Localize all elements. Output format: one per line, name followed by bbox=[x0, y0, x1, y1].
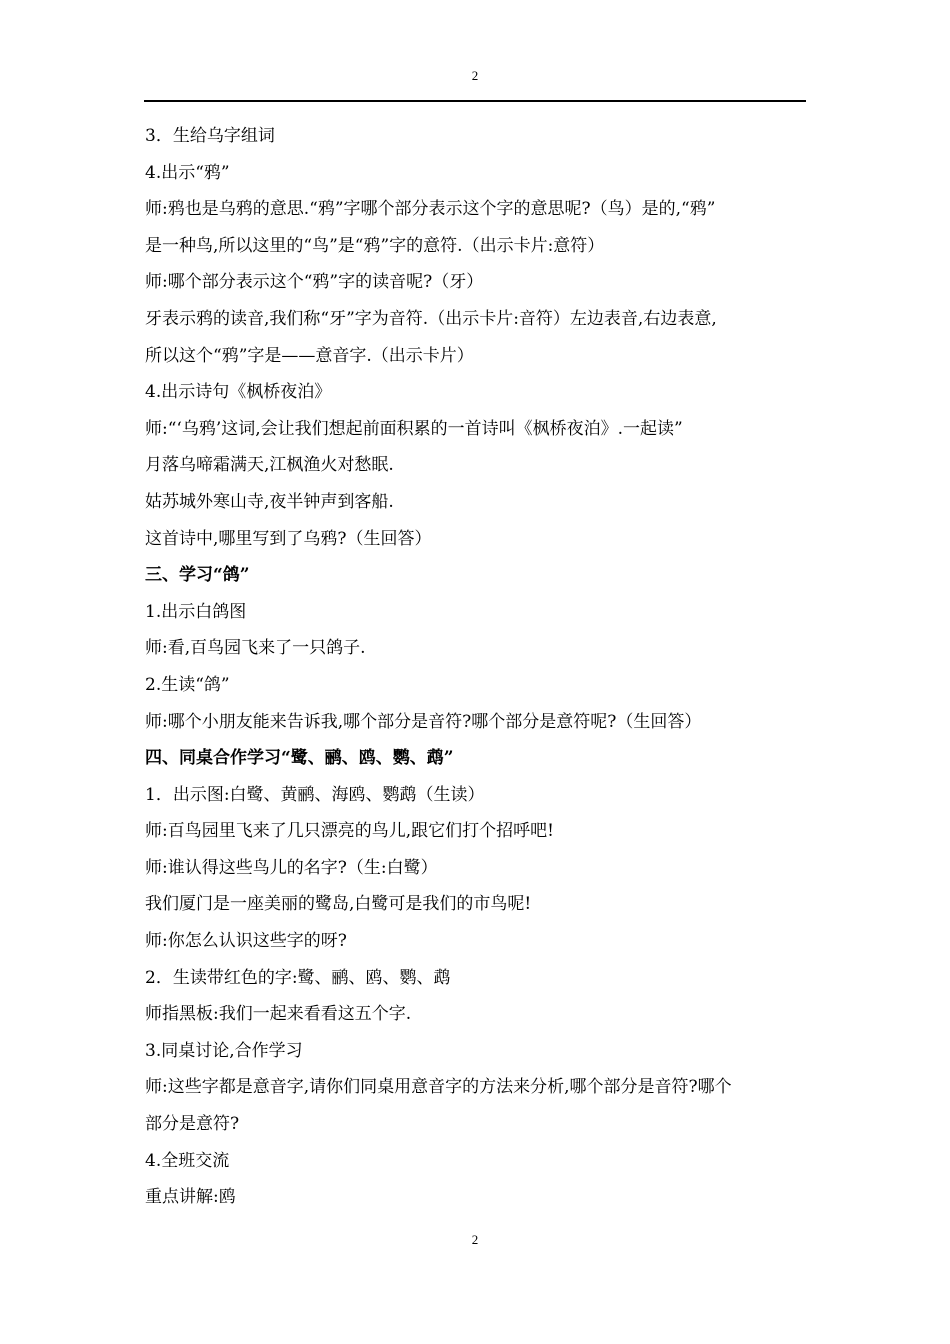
text-line: 部分是意符? bbox=[145, 1114, 240, 1135]
text-line: 2．生读带红色的字:鹭、鹂、鸥、鹦、鹉 bbox=[145, 967, 451, 988]
section-heading: 四、同桌合作学习“鹭、鹂、鸥、鹦、鹉” bbox=[145, 748, 454, 769]
header-rule bbox=[144, 100, 806, 102]
section-heading: 三、学习“鸽” bbox=[145, 565, 250, 586]
text-line: 3．生给乌字组词 bbox=[145, 126, 275, 146]
text-line: 是一种鸟,所以这里的“鸟”是“鸦”字的意符.（出示卡片:意符） bbox=[145, 235, 605, 256]
header-page-number: 2 bbox=[471, 68, 479, 83]
text-line: 4.全班交流 bbox=[145, 1150, 230, 1171]
text-line: 1.出示白鸽图 bbox=[145, 601, 247, 622]
text-line: 所以这个“鸦”字是——意音字.（出示卡片） bbox=[145, 345, 474, 366]
text-line: 师指黑板:我们一起来看看这五个字. bbox=[145, 1004, 412, 1025]
text-line: 姑苏城外寒山寺,夜半钟声到客船. bbox=[145, 491, 394, 512]
text-line: 这首诗中,哪里写到了乌鸦?（生回答） bbox=[145, 528, 432, 549]
text-line: 师:哪个小朋友能来告诉我,哪个部分是音符?哪个部分是意符呢?（生回答） bbox=[145, 711, 702, 732]
text-line: 师:看,百鸟园飞来了一只鸽子. bbox=[145, 638, 366, 659]
text-line: 师:哪个部分表示这个“鸦”字的读音呢?（牙） bbox=[145, 272, 484, 293]
text-line: 师:这些字都是意音字,请你们同桌用意音字的方法来分析,哪个部分是音符?哪个 bbox=[145, 1077, 732, 1098]
document-body bbox=[145, 118, 807, 1216]
text-line: 师:谁认得这些鸟儿的名字?（生:白鹭） bbox=[145, 857, 438, 878]
text-line: 3.同桌讨论,合作学习 bbox=[145, 1040, 303, 1061]
text-line: 师:“‘乌鸦’这词,会让我们想起前面积累的一首诗叫《枫桥夜泊》.一起读” bbox=[145, 418, 683, 439]
text-line: 牙表示鸦的读音,我们称“牙”字为音符.（出示卡片:音符）左边表音,右边表意, bbox=[145, 308, 717, 329]
text-line: 4.出示“鸦” bbox=[145, 162, 230, 183]
text-line: 月落乌啼霜满天,江枫渔火对愁眠. bbox=[145, 455, 394, 476]
text-line: 师:你怎么认识这些字的呀? bbox=[145, 931, 347, 952]
text-line: 师:百鸟园里飞来了几只漂亮的鸟儿,跟它们打个招呼吧! bbox=[145, 821, 554, 842]
text-line: 2.生读“鸽” bbox=[145, 674, 230, 695]
text-line: 师:鸦也是乌鸦的意思.“鸦”字哪个部分表示这个字的意思呢?（鸟）是的,“鸦” bbox=[145, 199, 716, 220]
text-line: 4.出示诗句《枫桥夜泊》 bbox=[145, 382, 332, 403]
footer-page-number: 2 bbox=[471, 1232, 479, 1247]
text-line: 我们厦门是一座美丽的鹭岛,白鹭可是我们的市鸟呢! bbox=[145, 894, 532, 915]
text-line: 1．出示图:白鹭、黄鹂、海鸥、鹦鹉（生读） bbox=[145, 784, 485, 805]
text-line: 重点讲解:鸥 bbox=[145, 1187, 236, 1208]
